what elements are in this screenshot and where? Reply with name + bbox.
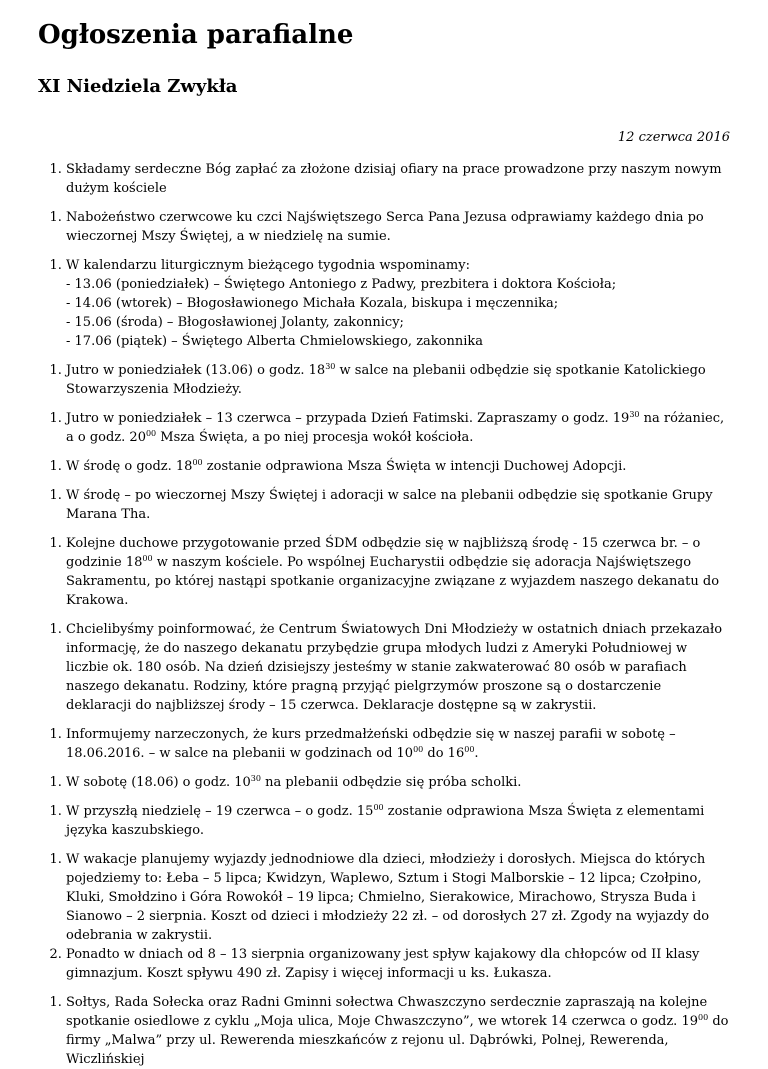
time-minutes: 30 bbox=[629, 410, 640, 419]
announcement-item bbox=[66, 534, 730, 610]
announcement-list bbox=[38, 534, 730, 610]
announcement-list bbox=[38, 620, 730, 715]
time-minutes: 30 bbox=[325, 362, 336, 371]
announcement-text: . bbox=[474, 746, 479, 761]
announcement-item bbox=[66, 409, 730, 447]
time-minutes: 00 bbox=[413, 745, 424, 754]
announcement-list bbox=[38, 208, 730, 246]
announcement-text: w naszym kościele. Po wspólnej Eucharystii odbędzie się adoracja Najświętszego Sakramentu, po której nastąpi spotkanie organizacyjne związane z wyjazdem naszego dekanatu do Krakowa. bbox=[66, 555, 720, 608]
page-subtitle: XI Niedziela Zwykła bbox=[38, 76, 238, 97]
announcement-item: 1. Składamy serdeczne Bóg zapłać za złożone dzisiaj ofiary na prace prowadzone przy naszym nowym dużym kościele bbox=[66, 160, 730, 198]
announcement-text: do 16 bbox=[423, 746, 465, 761]
announcement-text: na plebanii odbędzie się próba scholki. bbox=[260, 775, 522, 790]
announcement-text: zostanie odprawiona Msza Święta w intencji Duchowej Adopcji. bbox=[202, 459, 627, 474]
time-minutes: 00 bbox=[698, 1013, 709, 1022]
liturgy-entry: - 13.06 (poniedziałek) – Świętego Antoniego z Padwy, prezbitera i doktora Kościoła; bbox=[66, 277, 617, 292]
announcement-list bbox=[38, 850, 730, 983]
page-title: Ogłoszenia parafialne bbox=[38, 20, 354, 50]
announcement-text: Kolejne duchowe przygotowanie przed ŚDM odbędzie się w najbliższą środę - 15 czerwca br. – o godzinie 18 bbox=[66, 536, 701, 570]
announcement-item bbox=[66, 361, 730, 399]
announcement-item bbox=[66, 256, 730, 351]
announcement-date: 12 czerwca 2016 bbox=[617, 130, 730, 145]
announcement-text: Sołtys, Rada Sołecka oraz Radni Gminni sołectwa Chwaszczyno serdecznie zapraszają na kolejne spotkanie osiedlowe z cyklu „Moja ulica, Moje Chwaszczyno”, we wtorek 14 czerwca o godz. 19 bbox=[66, 995, 708, 1029]
time-minutes: 00 bbox=[145, 429, 157, 438]
announcement-item: 1. Nabożeństwo czerwcowe ku czci Najświętszego Serca Pana Jezusa odprawiamy każdego dnia po wieczornej Mszy Świętej, a w niedzielę na sumie. bbox=[66, 208, 730, 246]
announcement-list bbox=[38, 486, 730, 524]
announcement-list bbox=[38, 409, 730, 447]
announcement-text: Informujemy narzeczonych, że kurs przedmałżeński odbędzie się w naszej parafii w sobotę – 18.06.2016. – w salce na plebanii w godzinach od 10 bbox=[66, 727, 676, 761]
announcement-list bbox=[38, 802, 730, 840]
time-minutes: 00 bbox=[373, 803, 384, 812]
announcement-text: W sobotę (18.06) o godz. 10 bbox=[66, 775, 251, 790]
announcement-list bbox=[38, 993, 730, 1069]
liturgy-entry: - 15.06 (środa) – Błogosławionej Jolanty, zakonnicy; bbox=[66, 315, 404, 330]
time-minutes: 30 bbox=[250, 774, 261, 783]
announcement-text: zostanie odprawiona Msza Święta z elementami języka kaszubskiego. bbox=[66, 804, 705, 838]
announcement-text: na różaniec, a o godz. 20 bbox=[66, 411, 725, 445]
announcement-list bbox=[38, 256, 730, 351]
announcement-item: 1. Chcielibyśmy poinformować, że Centrum Światowych Dni Młodzieży w ostatnich dniach przekazało informację, że do naszego dekanatu przybędzie grupa młodych ludzi z Ameryki Południowej w liczbie ok. 180 osób. Na dzień dzisiejszy jesteśmy w stanie zakwaterować 80 osób w parafiach naszego dekanatu. Rodziny, które pragną przyjąć pielgrzymów proszone są o dostarczenie deklaracji do najbliższej środy – 15 czerwca. Deklaracje dostępne są w zakrystii. bbox=[66, 620, 730, 715]
announcement-text: W przyszłą niedzielę – 19 czerwca – o godz. 15 bbox=[66, 804, 374, 819]
announcement-item bbox=[66, 993, 730, 1069]
announcement-item bbox=[66, 802, 730, 840]
announcement-text: W kalendarzu liturgicznym bieżącego tygodnia wspominamy: bbox=[66, 258, 470, 273]
announcement-item: 1. W wakacje planujemy wyjazdy jednodniowe dla dzieci, młodzieży i dorosłych. Miejsca do których pojedziemy to: Łeba – 5 lipca; Kwidzyn, Waplewo, Sztum i Stogi Malborskie – 12 lipca; Czołpino, Kluki, Smołdzino i Góra Rowokół – 19 lipca; Chmielno, Sierakowice, Mirachowo, Strysza Buda i Sianowo – 2 sierpnia. Koszt od dzieci i młodzieży 22 zł. – od dorosłych 27 zł. Zgody na wyjazdy do odebrania w zakrystii. bbox=[66, 850, 730, 945]
announcement-list bbox=[38, 773, 730, 792]
announcement-text: W środę o godz. 18 bbox=[66, 459, 193, 474]
announcement-item: 2. Ponadto w dniach od 8 – 13 sierpnia organizowany jest spływ kajakowy dla chłopców od II klasy gimnazjum. Koszt spływu 490 zł. Zapisy i więcej informacji u ks. Łukasza. bbox=[66, 945, 730, 983]
liturgy-entry: - 14.06 (wtorek) – Błogosławionego Michała Kozala, biskupa i męczennika; bbox=[66, 296, 559, 311]
announcement-text: w salce na plebanii odbędzie się spotkanie Katolickiego Stowarzyszenia Młodzieży. bbox=[66, 363, 706, 397]
announcement-text: do firmy „Malwa” przy ul. Rewerenda mieszkańców z rejonu ul. Dąbrówki, Polnej, Rewerenda, Wiczlińskiej bbox=[66, 1014, 729, 1067]
time-minutes: 00 bbox=[192, 458, 203, 467]
announcement-list bbox=[38, 725, 730, 763]
announcement-text: Jutro w poniedziałek – 13 czerwca – przypada Dzień Fatimski. Zapraszamy o godz. 19 bbox=[66, 411, 630, 426]
announcement-text: Jutro w poniedziałek (13.06) o godz. 18 bbox=[66, 363, 326, 378]
announcement-item: 1. W środę – po wieczornej Mszy Świętej i adoracji w salce na plebanii odbędzie się spotkanie Grupy Marana Tha. bbox=[66, 486, 730, 524]
announcement-text: Msza Święta, a po niej procesja wokół kościoła. bbox=[156, 430, 474, 445]
announcement-item bbox=[66, 725, 730, 763]
time-minutes: 00 bbox=[142, 554, 153, 563]
announcement-item bbox=[66, 773, 730, 792]
announcement-list bbox=[38, 457, 730, 476]
announcement-item bbox=[66, 457, 730, 476]
time-minutes: 00 bbox=[464, 745, 475, 754]
announcement-list bbox=[38, 361, 730, 399]
announcement-list bbox=[38, 160, 730, 198]
liturgy-entry: - 17.06 (piątek) – Świętego Alberta Chmielowskiego, zakonnika bbox=[66, 334, 484, 349]
